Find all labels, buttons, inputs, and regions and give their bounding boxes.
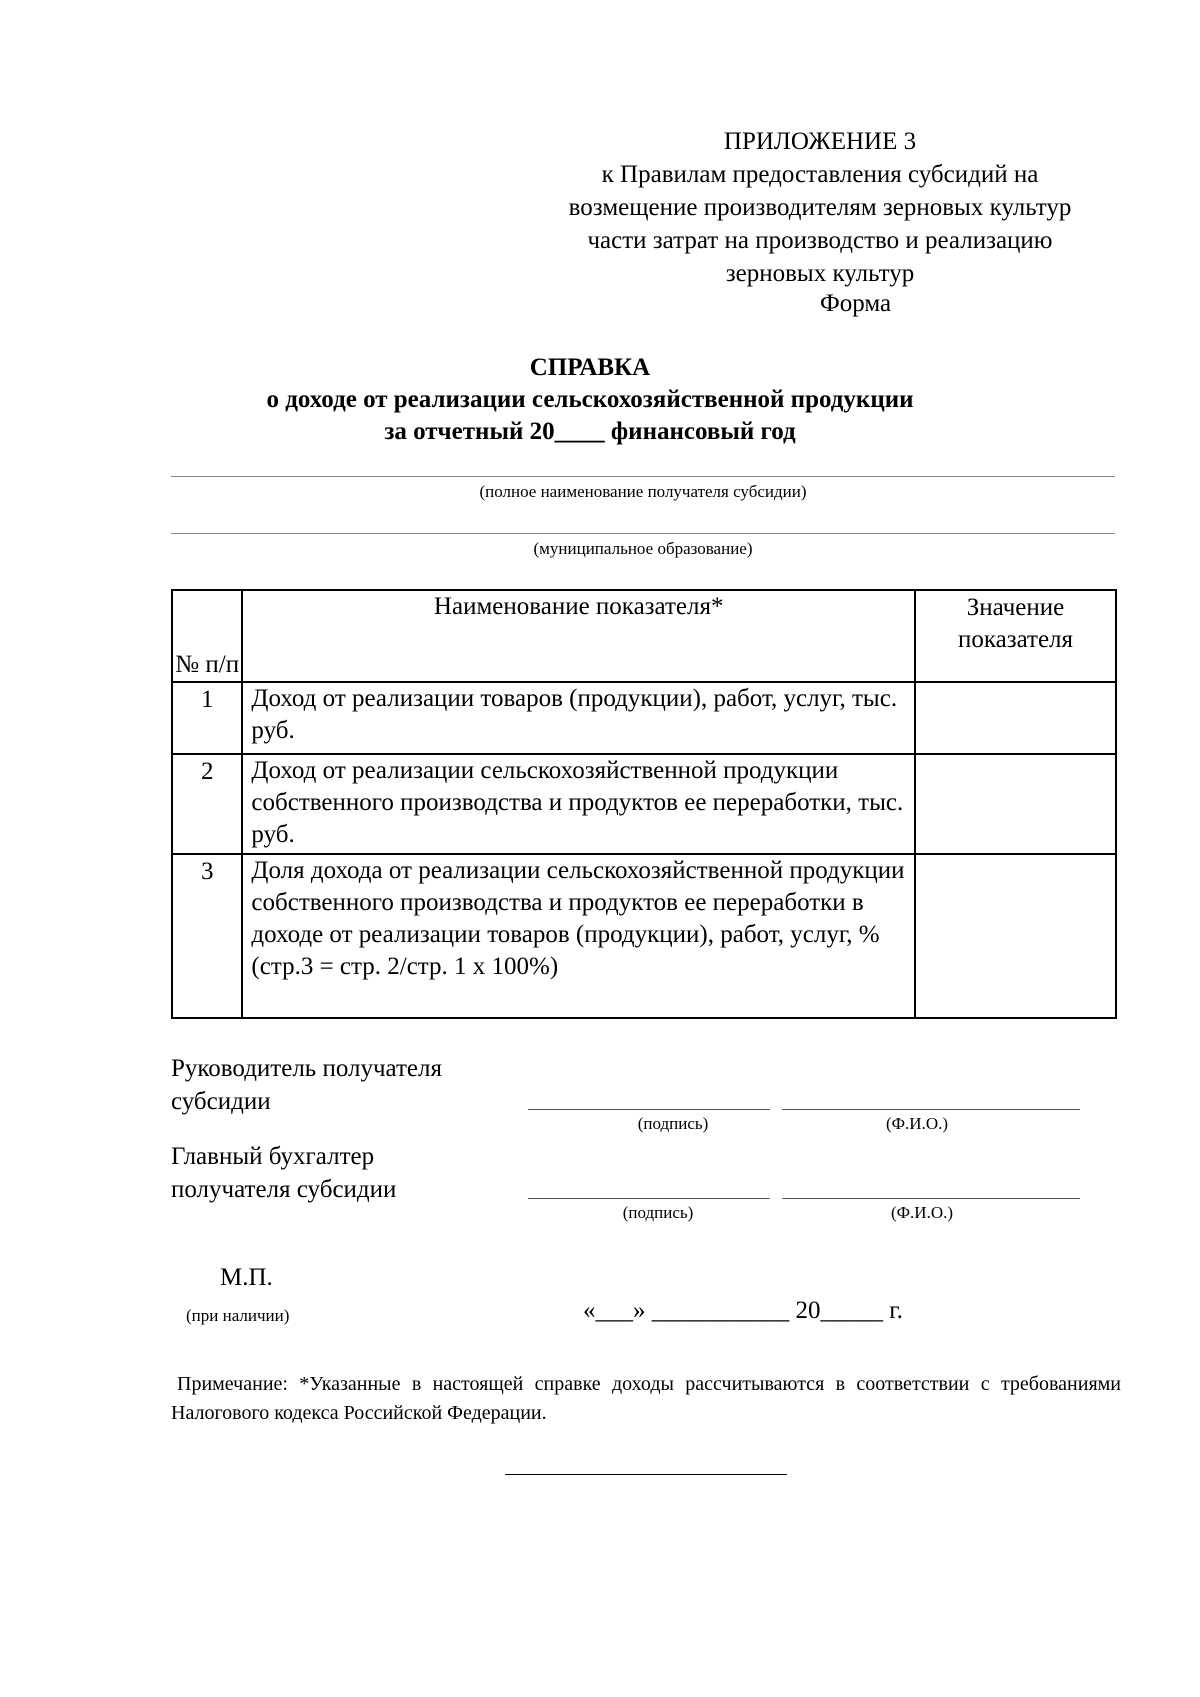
title-subtitle: о доходе от реализации сельскохозяйственной продукции — [266, 386, 914, 413]
accountant-label: Главный бухгалтер получателя субсидии — [171, 1143, 397, 1203]
form-label: Форма — [820, 290, 892, 317]
row-num: 3 — [172, 854, 242, 1018]
table-header-row — [172, 590, 1116, 682]
stamp-label: М.П. — [220, 1264, 273, 1291]
appendix-line: части затрат на производство и реализацию — [587, 227, 1053, 254]
appendix-line: ПРИЛОЖЕНИЕ 3 — [723, 128, 917, 155]
municipality-caption: (муниципальное образование) — [533, 539, 753, 558]
table-row — [172, 682, 1116, 754]
municipality-line[interactable] — [171, 533, 1115, 534]
stamp-caption: (при наличии) — [186, 1306, 290, 1325]
title-main: СПРАВКА — [529, 354, 651, 381]
accountant-signature-line[interactable] — [528, 1198, 770, 1199]
accountant-name-caption: (Ф.И.О.) — [890, 1203, 954, 1222]
date-line[interactable]: «___» ___________ 20_____ г. — [583, 1297, 903, 1324]
head-name-caption: (Ф.И.О.) — [885, 1114, 949, 1133]
accountant-name-line[interactable] — [782, 1198, 1080, 1199]
appendix-header — [500, 125, 1140, 290]
recipient-name-line[interactable] — [171, 476, 1115, 477]
appendix-line: к Правилам предоставления субсидий на — [601, 161, 1039, 188]
head-label: Руководитель получателя субсидии — [171, 1055, 442, 1115]
row-name: Доход от реализации товаров (продукции), работ, услуг, тыс. руб. — [242, 682, 915, 754]
indicators-table — [171, 589, 1117, 1019]
table-row — [172, 854, 1116, 1018]
appendix-line: возмещение производителям зерновых культур — [568, 194, 1072, 221]
head-name-line[interactable] — [782, 1109, 1080, 1110]
recipient-caption: (полное наименование получателя субсидии) — [479, 482, 807, 501]
row-num: 2 — [172, 754, 242, 854]
head-signature-line[interactable] — [528, 1109, 770, 1110]
row-name: Доход от реализации сельскохозяйственной продукции собственного производства и продуктов ее переработки, тыс. руб. — [242, 754, 915, 854]
header-value: Значение показателя — [915, 590, 1116, 682]
table-row — [172, 754, 1116, 854]
footnote: Примечание: *Указанные в настоящей справке доходы рассчитываются в соответствии с требованиями Налогового кодекса Российской Федерации. — [171, 1373, 1121, 1424]
document-title — [150, 352, 1030, 448]
row-num: 1 — [172, 682, 242, 754]
title-period: за отчетный 20____ финансовый год — [384, 418, 796, 445]
accountant-signature-caption: (подпись) — [622, 1203, 694, 1222]
row-value-cell[interactable] — [915, 682, 1116, 754]
appendix-line: зерновых культур — [725, 260, 915, 287]
head-signature-caption: (подпись) — [637, 1114, 709, 1133]
header-name: Наименование показателя* — [242, 590, 915, 682]
row-value-cell[interactable] — [915, 854, 1116, 1018]
end-divider — [505, 1474, 787, 1475]
row-value-cell[interactable] — [915, 754, 1116, 854]
header-num: № п/п — [172, 590, 242, 682]
row-name: Доля дохода от реализации сельскохозяйственной продукции собственного производства и продуктов ее переработки в доходе от реализации товаров (продукции), работ, услуг, % (стр.3 = стр. 2/стр. 1 х 100%) — [242, 854, 915, 1018]
